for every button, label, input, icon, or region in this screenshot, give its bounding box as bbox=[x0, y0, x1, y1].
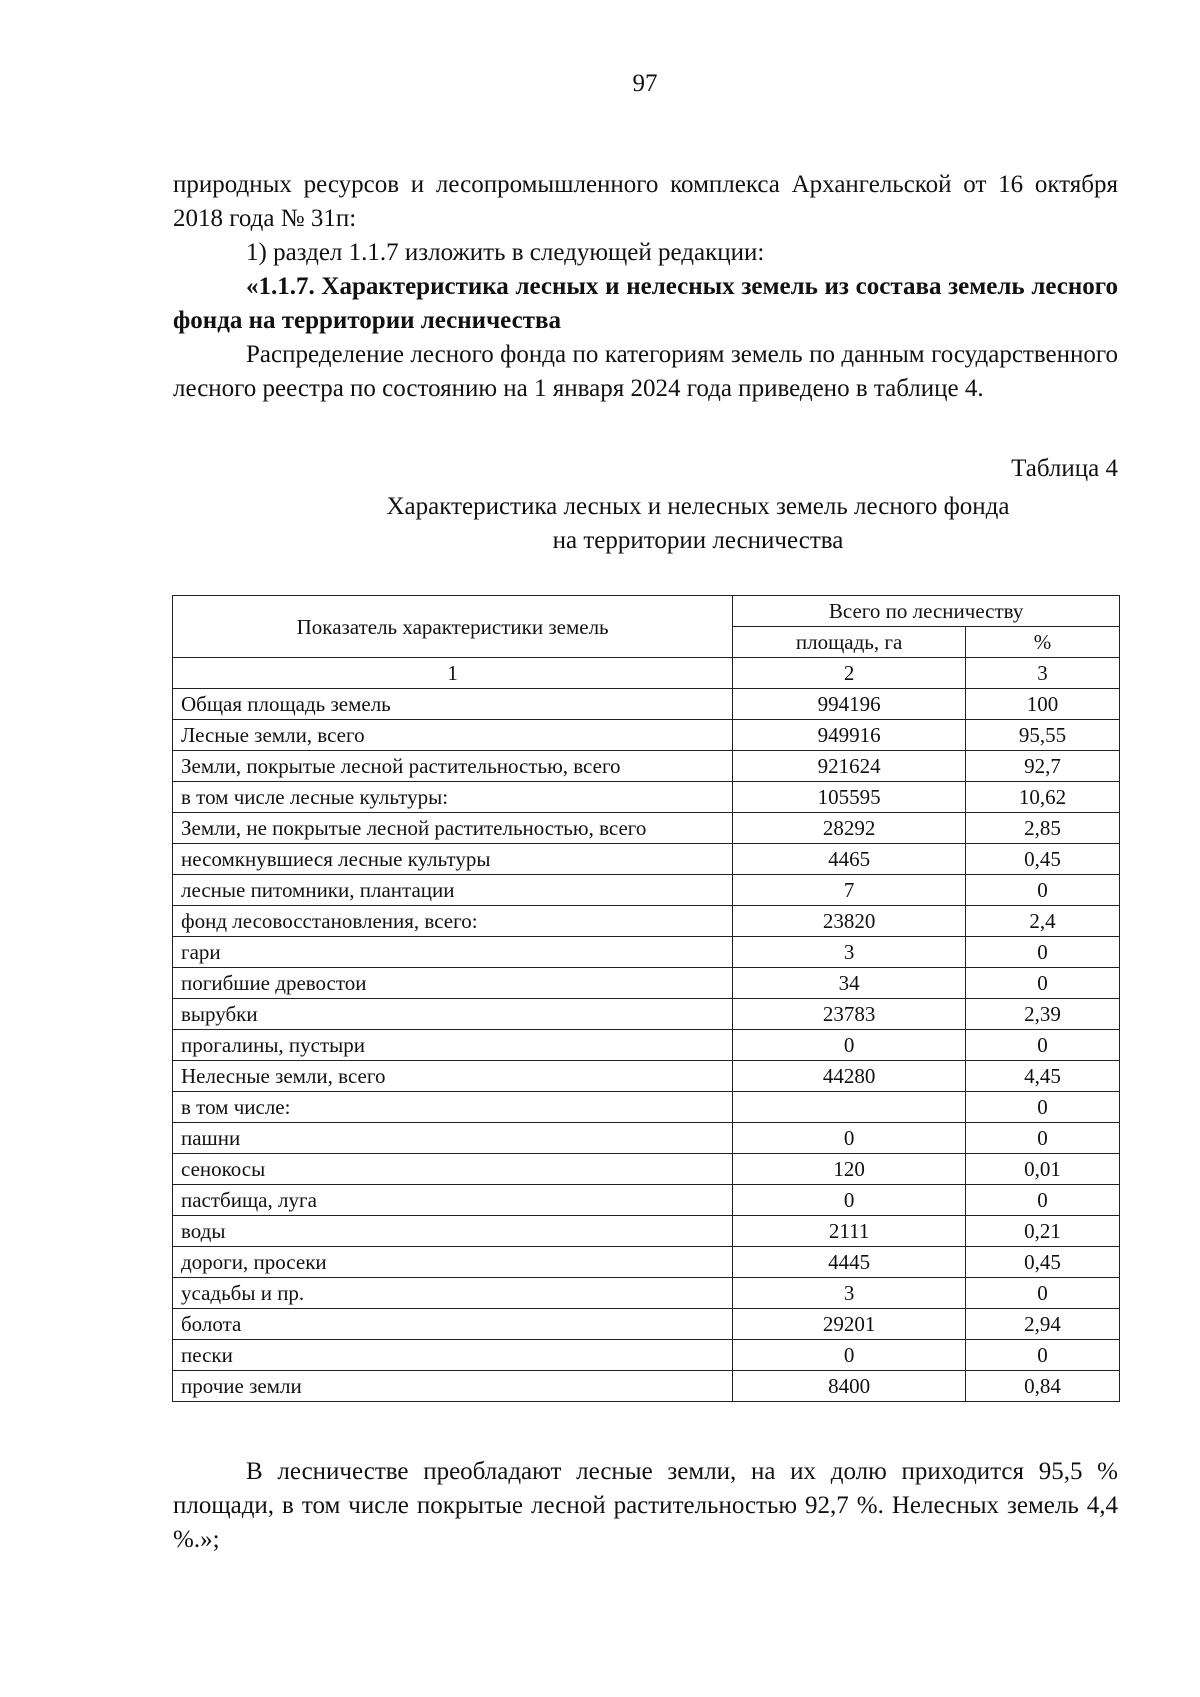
row-name: сенокосы bbox=[173, 1154, 733, 1185]
table-row bbox=[173, 1154, 1120, 1185]
row-percent: 0 bbox=[965, 1340, 1119, 1371]
row-area: 3 bbox=[733, 937, 966, 968]
table-row bbox=[173, 968, 1120, 999]
row-percent: 2,94 bbox=[965, 1309, 1119, 1340]
row-area: 44280 bbox=[733, 1061, 966, 1092]
row-percent: 100 bbox=[965, 689, 1119, 720]
row-area: 4465 bbox=[733, 844, 966, 875]
table-row bbox=[173, 1216, 1120, 1247]
row-name: пастбища, луга bbox=[173, 1185, 733, 1216]
row-area: 8400 bbox=[733, 1371, 966, 1402]
row-percent: 2,39 bbox=[965, 999, 1119, 1030]
row-name: пески bbox=[173, 1340, 733, 1371]
table-row bbox=[173, 689, 1120, 720]
row-area: 23783 bbox=[733, 999, 966, 1030]
row-percent: 0,21 bbox=[965, 1216, 1119, 1247]
table-row bbox=[173, 1185, 1120, 1216]
row-area: 0 bbox=[733, 1030, 966, 1061]
row-area: 3 bbox=[733, 1278, 966, 1309]
table-row bbox=[173, 906, 1120, 937]
intro-line: природных ресурсов и лесопромышленного комплекса Архангельской от 16 октября 2018 года № 31п: bbox=[173, 171, 1118, 232]
row-name: в том числе лесные культуры: bbox=[173, 782, 733, 813]
table-row bbox=[173, 844, 1120, 875]
row-percent: 0 bbox=[965, 1030, 1119, 1061]
intro-paragraph: Распределение лесного фонда по категориям земель по данным государственного лесного реестра по состоянию на 1 января 2024 года приведено в таблице 4. bbox=[173, 341, 1118, 402]
row-name: дороги, просеки bbox=[173, 1247, 733, 1278]
row-area: 949916 bbox=[733, 720, 966, 751]
row-area: 0 bbox=[733, 1340, 966, 1371]
table-title bbox=[173, 490, 1200, 558]
row-name: прогалины, пустыри bbox=[173, 1030, 733, 1061]
col-number-2: 2 bbox=[733, 658, 966, 689]
row-percent: 10,62 bbox=[965, 782, 1119, 813]
row-name: несомкнувшиеся лесные культуры bbox=[173, 844, 733, 875]
header-area: площадь, га bbox=[733, 627, 966, 658]
row-name: гари bbox=[173, 937, 733, 968]
row-area: 28292 bbox=[733, 813, 966, 844]
row-area: 23820 bbox=[733, 906, 966, 937]
table-body bbox=[173, 689, 1120, 1402]
row-percent: 0 bbox=[965, 1092, 1119, 1123]
col-number-1: 1 bbox=[173, 658, 733, 689]
row-name: прочие земли bbox=[173, 1371, 733, 1402]
row-percent: 2,85 bbox=[965, 813, 1119, 844]
land-characteristics-table bbox=[172, 595, 1120, 1402]
table-row bbox=[173, 1371, 1120, 1402]
row-percent: 0 bbox=[965, 968, 1119, 999]
row-area: 7 bbox=[733, 875, 966, 906]
header-indicator: Показатель характеристики земель bbox=[173, 596, 733, 658]
row-percent: 0,45 bbox=[965, 844, 1119, 875]
row-percent: 4,45 bbox=[965, 1061, 1119, 1092]
table-row bbox=[173, 875, 1120, 906]
intro-instruction: 1) раздел 1.1.7 изложить в следующей редакции: bbox=[246, 239, 765, 266]
intro-block bbox=[173, 168, 1118, 406]
row-percent: 92,7 bbox=[965, 751, 1119, 782]
row-name: воды bbox=[173, 1216, 733, 1247]
row-percent: 2,4 bbox=[965, 906, 1119, 937]
row-name: усадьбы и пр. bbox=[173, 1278, 733, 1309]
row-name: пашни bbox=[173, 1123, 733, 1154]
row-area: 921624 bbox=[733, 751, 966, 782]
row-area: 994196 bbox=[733, 689, 966, 720]
row-percent: 0,01 bbox=[965, 1154, 1119, 1185]
table-row bbox=[173, 937, 1120, 968]
header-group: Всего по лесничеству bbox=[733, 596, 1120, 627]
row-name: болота bbox=[173, 1309, 733, 1340]
table-label: Таблица 4 bbox=[1011, 455, 1118, 482]
row-name: Нелесные земли, всего bbox=[173, 1061, 733, 1092]
row-name: Земли, не покрытые лесной растительностью, всего bbox=[173, 813, 733, 844]
row-area: 120 bbox=[733, 1154, 966, 1185]
row-name: вырубки bbox=[173, 999, 733, 1030]
row-name: Лесные земли, всего bbox=[173, 720, 733, 751]
header-percent: % bbox=[965, 627, 1119, 658]
table-row bbox=[173, 1309, 1120, 1340]
row-name: Земли, покрытые лесной растительностью, всего bbox=[173, 751, 733, 782]
table-row bbox=[173, 782, 1120, 813]
row-name: фонд лесовосстановления, всего: bbox=[173, 906, 733, 937]
table-row bbox=[173, 751, 1120, 782]
row-percent: 0 bbox=[965, 1123, 1119, 1154]
table-row bbox=[173, 1092, 1120, 1123]
closing-text: В лесничестве преобладают лесные земли, на их долю приходится 95,5 % площади, в том числе покрытые лесной растительностью 92,7 %. Нелесных земель 4,4 %.»; bbox=[173, 1458, 1118, 1553]
table-row bbox=[173, 1340, 1120, 1371]
table-title-line-2: на территории лесничества bbox=[552, 527, 844, 554]
row-percent: 0 bbox=[965, 1278, 1119, 1309]
row-name: лесные питомники, плантации bbox=[173, 875, 733, 906]
table-row bbox=[173, 1030, 1120, 1061]
table-row bbox=[173, 1123, 1120, 1154]
row-percent: 0 bbox=[965, 1185, 1119, 1216]
row-percent: 0,84 bbox=[965, 1371, 1119, 1402]
section-heading: «1.1.7. Характеристика лесных и нелесных земель из состава земель лесного фонда на территории лесничества bbox=[173, 273, 1118, 334]
row-area: 29201 bbox=[733, 1309, 966, 1340]
table-row bbox=[173, 1247, 1120, 1278]
row-name: в том числе: bbox=[173, 1092, 733, 1123]
row-area: 0 bbox=[733, 1185, 966, 1216]
row-area: 4445 bbox=[733, 1247, 966, 1278]
row-area: 34 bbox=[733, 968, 966, 999]
row-percent: 0 bbox=[965, 937, 1119, 968]
table-row bbox=[173, 1278, 1120, 1309]
row-area: 105595 bbox=[733, 782, 966, 813]
row-name: Общая площадь земель bbox=[173, 689, 733, 720]
table-title-line-1: Характеристика лесных и нелесных земель лесного фонда bbox=[386, 493, 1010, 520]
row-percent: 0,45 bbox=[965, 1247, 1119, 1278]
closing-paragraph bbox=[173, 1455, 1118, 1557]
table-row bbox=[173, 813, 1120, 844]
table-row bbox=[173, 720, 1120, 751]
table-row bbox=[173, 999, 1120, 1030]
row-percent: 95,55 bbox=[965, 720, 1119, 751]
row-percent: 0 bbox=[965, 875, 1119, 906]
table-row bbox=[173, 1061, 1120, 1092]
row-name: погибшие древостои bbox=[173, 968, 733, 999]
row-area: 0 bbox=[733, 1123, 966, 1154]
page-number: 97 bbox=[632, 70, 658, 97]
col-number-3: 3 bbox=[965, 658, 1119, 689]
row-area: 2111 bbox=[733, 1216, 966, 1247]
row-area bbox=[733, 1092, 966, 1123]
